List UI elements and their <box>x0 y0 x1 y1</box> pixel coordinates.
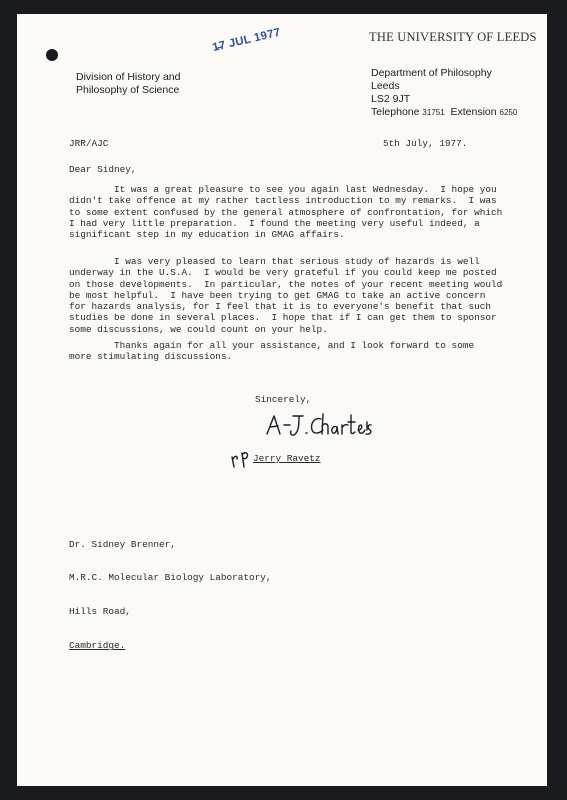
recipient-address <box>69 516 272 663</box>
punch-hole <box>46 49 58 61</box>
extension-label: Extension <box>450 106 497 118</box>
closing: Sincerely, <box>255 394 312 405</box>
address-line: Dr. Sidney Brenner, <box>69 538 176 550</box>
address-city: Cambridge. <box>69 640 126 652</box>
dept-line: LS2 9JT <box>371 93 411 105</box>
phone-label: Telephone <box>371 106 420 118</box>
dept-line: Department of Philosophy <box>371 67 492 79</box>
body-paragraph: Thanks again for all your assistance, and I look forward to some more stimulating discussions. <box>69 340 475 363</box>
university-name: THE UNIVERSITY OF LEEDS <box>369 30 537 44</box>
address-line: Hills Road, <box>69 606 131 618</box>
division-line: Division of History and <box>76 71 181 83</box>
division-line: Philosophy of Science <box>76 84 180 96</box>
handwritten-signature <box>263 410 373 442</box>
body-paragraph: It was a great pleasure to see you again last Wednesday. I hope you didn't take offence at my rather tactless introduction to my remarks. I was to some extent confused by the general atmosphere of confrontation, for which I had very little preparation. I found the meeting very useful indeed, a significant step in my education in GMAG affairs. <box>69 184 503 241</box>
letter-date: 5th July, 1977. <box>383 138 468 149</box>
extension-number: 6250 <box>499 108 518 117</box>
dept-line: Leeds <box>371 80 400 92</box>
address-line: M.R.C. Molecular Biology Laboratory, <box>69 572 272 584</box>
salutation: Dear Sidney, <box>69 164 137 175</box>
received-date-stamp: 1̶7 JUL 1977 <box>211 26 282 54</box>
signer-name: Jerry Ravetz <box>253 453 321 464</box>
body-paragraph: I was very pleased to learn that serious study of hazards is well underway in the U.S.A. I would be very grateful if you could keep me posted on those developments. In particular, the notes of your recent meeting would be most helpful. I have been trying to get GMAG to take an active concern for hazards analysis, for I feel that it is to everyone's benefit that such studies be done in several places. I hope that if I can get them to sponsor some discussions, we could count on your help. <box>69 256 503 335</box>
pp-initials <box>230 449 252 469</box>
phone-number: 31751 <box>422 108 445 117</box>
phone-line <box>371 106 517 119</box>
department-address <box>371 67 517 119</box>
division-address <box>76 71 180 97</box>
reference: JRR/AJC <box>69 138 109 149</box>
